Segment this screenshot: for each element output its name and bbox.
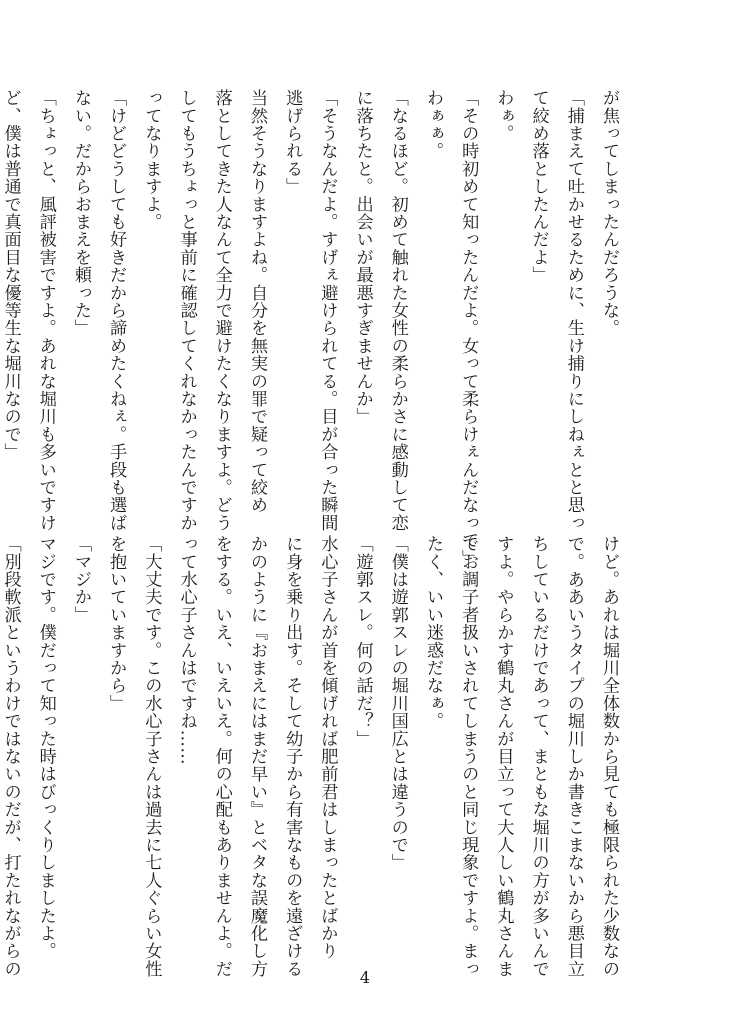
text-line: かのように『おまえにはまだ早い』とベタな誤魔化し方	[246, 535, 267, 978]
text-line: たく、いい迷惑だなぁ。	[422, 535, 443, 730]
text-line: 当然そうなりますよね。自分を無実の罪で疑って絞め	[246, 89, 267, 514]
text-line: すよ。やらかす鶴丸さんが目立って大人しい鶴丸さんま	[493, 535, 514, 978]
text-line: を抱いていますから」	[106, 535, 127, 712]
text-line: 「なるほど。初めて触れた女性の柔らかさに感動して恋	[387, 89, 408, 532]
text-line: 「大丈夫です。この水心子さんは過去に七人ぐらい女性	[141, 535, 162, 978]
text-line: 水心子さんが首を傾げれば肥前君はしまったとばかり	[317, 535, 338, 960]
text-block-bottom	[0, 535, 626, 978]
text-line: に落ちたと。出会いが最悪すぎませんか」	[352, 89, 373, 426]
text-line: ちしているだけであって、まともな堀川の方が多いんで	[528, 535, 549, 978]
text-line: をする。いえ、いえいえ。何の心配もありませんよ。だ	[211, 535, 232, 978]
text-line: 落としてきた人なんて全力で避けたくなりますよ。どう	[211, 89, 232, 532]
text-line: わぁぁ。	[422, 89, 443, 160]
text-line: 「マジか」	[70, 535, 91, 624]
text-line: 「そうなんだよ。すげぇ避けられてる。目が合った瞬間	[317, 89, 338, 532]
text-line: 「けどどうしても好きだから諦めたくねぇ。手段も選ば	[106, 89, 127, 532]
text-line: でお調子者扱いされてしまうのと同じ現象ですよ。まっ	[458, 535, 479, 978]
text-line: 「その時初めて知ったんだよ。女って柔らけぇんだなって」	[458, 89, 479, 567]
text-line: してもうちょっと事前に確認してくれなかったんですか	[176, 89, 197, 532]
text-line: に身を乗り出す。そして幼子から有害なものを遠ざける	[282, 535, 303, 978]
text-line: 「別段軟派というわけではないのだが、打たれながらの	[0, 535, 21, 978]
text-line: けど。あれは堀川全体数から見ても極限られた少数なの	[599, 535, 619, 978]
text-line: 逃げられる」	[282, 89, 303, 196]
text-line: 「捕まえて吐かせるために、生け捕りにしねぇとと思っ	[563, 89, 584, 532]
text-line: が焦ってしまったんだろうな。	[599, 89, 619, 337]
text-line: 「ちょっと、風評被害ですよ。あれな堀川も多いですけ	[35, 89, 56, 532]
text-line: で。ああいうタイプの堀川しか書きこまないから悪目立	[563, 535, 584, 978]
text-line: 「僕は遊郭スレの堀川国広とは違うので」	[387, 535, 408, 872]
text-line: マジです。僕だって知った時はびっくりしましたよ。	[35, 535, 56, 960]
text-block-top	[0, 89, 626, 567]
text-line: て絞め落としたんだよ」	[528, 89, 549, 284]
text-line: ど、僕は普通で真面目な優等生な堀川なので」	[0, 89, 21, 461]
text-line: ない。だからおまえを頼った」	[70, 89, 91, 337]
text-line: わぁ。	[493, 89, 514, 143]
text-line: 「遊郭スレ。何の話だ？」	[352, 535, 373, 748]
text-line: ってなりますよ。	[141, 89, 162, 231]
page-number: 4	[359, 968, 371, 987]
text-line: って水心子さんはですね……	[176, 535, 197, 766]
